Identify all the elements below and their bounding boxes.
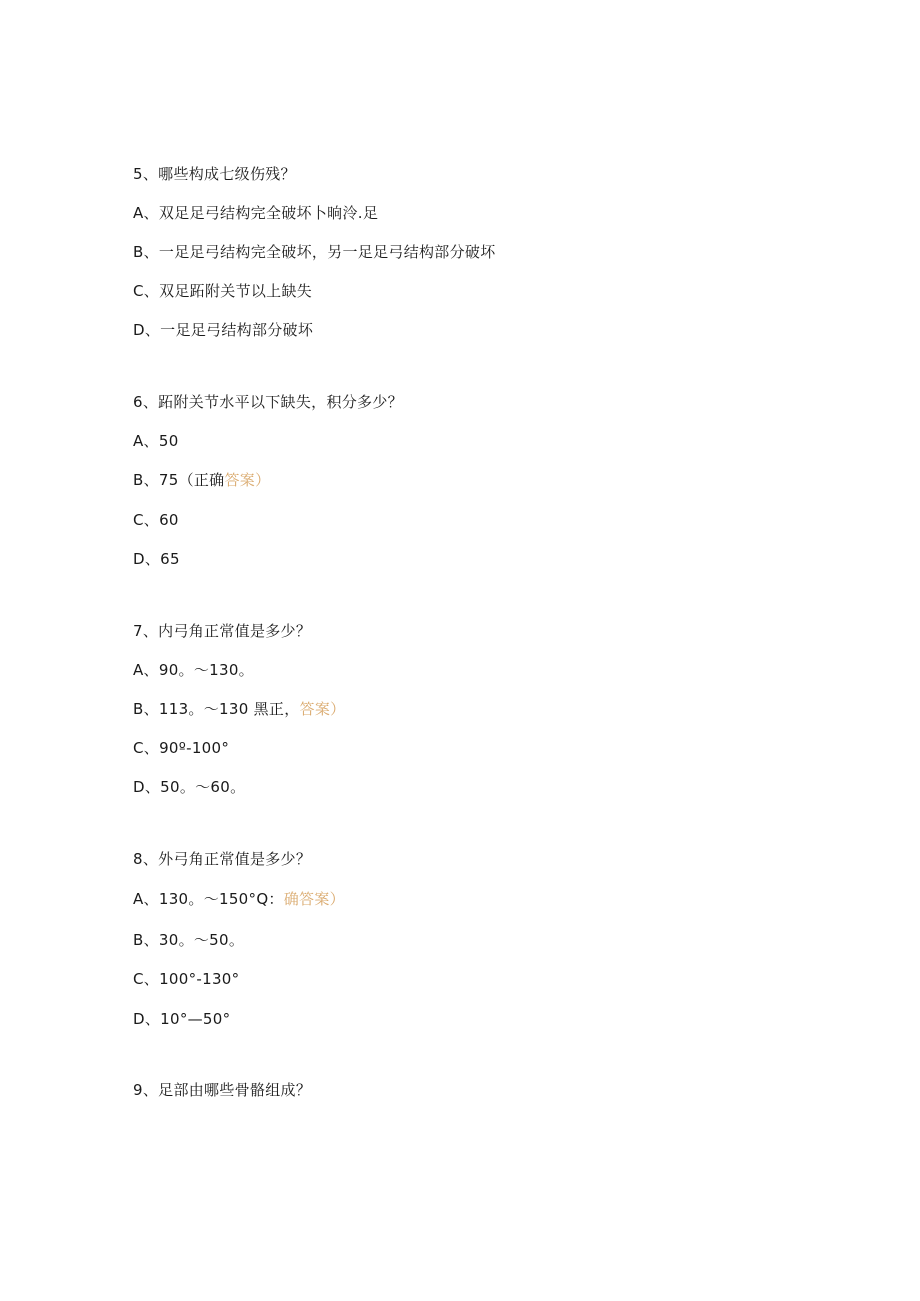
question-7-option-b [133,699,345,719]
question-7-option-c: C、90º-100° [133,739,230,757]
question-6-option-a: A、50 [133,432,179,450]
question-6-option-d: D、65 [133,550,180,568]
question-5-stem: 5、哪些构成七级伤残？ [133,165,296,183]
question-8-option-c: C、100°-130° [133,970,240,988]
question-7-stem: 7、内弓角正常值是多少？ [133,622,312,640]
question-7-option-d: D、50。～60。 [133,778,246,796]
question-6-option-c: C、60 [133,511,179,529]
answer-marker: 答案） [224,471,271,489]
question-7-option-b-text: B、113。～130 黑正， [133,700,300,718]
question-7-option-a: A、90。～130。 [133,661,254,679]
question-8-option-a [133,889,345,909]
question-6-option-b [133,470,270,490]
question-5-option-c: C、双足跖附关节以上缺失 [133,282,313,300]
question-6-option-b-text: B、75（正确 [133,471,225,489]
question-6-stem: 6、跖附关节水平以下缺失，积分多少？ [133,393,403,411]
question-5-option-a: A、双足足弓结构完全破坏卜晌泠.足 [133,204,379,222]
question-8-option-b: B、30。～50。 [133,931,245,949]
question-8-option-a-text: A、130。～150°Q： [133,890,284,908]
question-8-option-d: D、10°—50° [133,1010,231,1028]
answer-marker: 确答案） [283,890,345,908]
question-8-stem: 8、外弓角正常值是多少？ [133,850,312,868]
question-5-option-d: D、一足足弓结构部分破坏 [133,321,314,339]
answer-marker: 答案） [299,700,346,718]
question-9-stem: 9、足部由哪些骨骼组成？ [133,1081,312,1099]
question-5-option-b: B、一足足弓结构完全破坏，另一足足弓结构部分破坏 [133,243,496,261]
